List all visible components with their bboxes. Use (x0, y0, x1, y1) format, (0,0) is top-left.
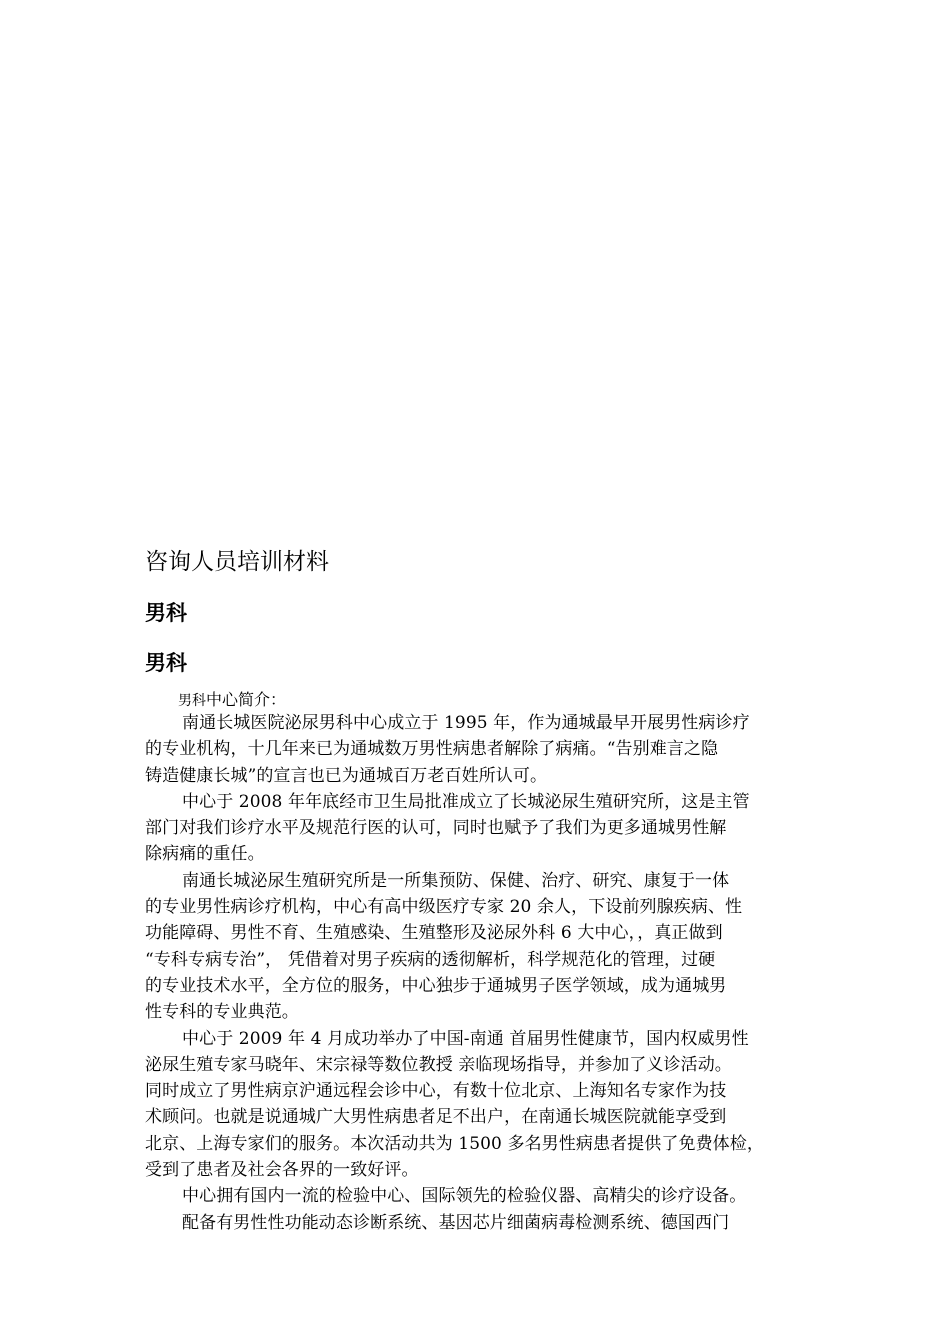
body-line: 的专业机构，十几年来已为通城数万男性病患者解除了病痛。“告别难言之隐 (145, 739, 719, 760)
body-paragraphs (145, 710, 815, 1236)
document-title: 咨询人员培训材料 (145, 549, 329, 575)
body-line: 铸造健康长城”的宣言也已为通城百万老百姓所认可。 (145, 765, 548, 786)
intro-label (178, 689, 286, 712)
body-line: 配备有男性性功能动态诊断系统、基因芯片细菌病毒检测系统、德国西门 (182, 1212, 730, 1233)
body-line: 中心拥有国内一流的检验中心、国际领先的检验仪器、高精尖的诊疗设备。 (182, 1186, 747, 1207)
body-line: 南通长城医院泌尿男科中心成立于 1995 年，作为通城最早开展男性病诊疗 (182, 713, 750, 733)
body-line: 南通长城泌尿生殖研究所是一所集预防、保健、治疗、研究、康复于一体 (182, 870, 730, 891)
body-line: 性专科的专业典范。 (145, 1002, 299, 1023)
section-heading-2: 男科 (145, 651, 187, 675)
body-line: 同时成立了男性病京沪通远程会诊中心，有数十位北京、上海知名专家作为技 (145, 1081, 727, 1102)
body-line: 受到了患者及社会各界的一致好评。 (145, 1160, 419, 1181)
intro-label-prefix: 男科 (178, 693, 206, 709)
body-line: 中心于 2008 年年底经市卫生局批准成立了长城泌尿生殖研究所，这是主管 (182, 791, 750, 812)
body-line: 泌尿生殖专家马晓年、宋宗禄等数位教授 亲临现场指导，并参加了义诊活动。 (145, 1054, 732, 1075)
body-line: 中心于 2009 年 4 月成功举办了中国-南通 首届男性健康节，国内权威男性 (182, 1028, 749, 1049)
body-line: 北京、上海专家们的服务。本次活动共为 1500 多名男性病患者提供了免费体检， (145, 1133, 764, 1154)
body-line: 部门对我们诊疗水平及规范行医的认可，同时也赋予了我们为更多通城男性解 (145, 818, 727, 839)
body-line: 的专业技术水平，全方位的服务，中心独步于通城男子医学领域，成为通城男 (145, 975, 727, 996)
body-line: “专科专病专治”， 凭借着对男子疾病的透彻解析，科学规范化的管理，过硬 (145, 949, 716, 970)
section-heading-1: 男科 (145, 601, 187, 625)
body-line: 术顾问。也就是说通城广大男性病患者足不出户，在南通长城医院就能享受到 (145, 1107, 727, 1128)
body-line: 的专业男性病诊疗机构，中心有高中级医疗专家 20 余人，下设前列腺疾病、性 (145, 897, 743, 918)
intro-label-text: 中心简介： (206, 690, 287, 709)
body-line: 除病痛的重任。 (145, 844, 265, 865)
body-line: 功能障碍、男性不育、生殖感染、生殖整形及泌尿外科 6 大中心，，真正做到 (145, 923, 723, 944)
